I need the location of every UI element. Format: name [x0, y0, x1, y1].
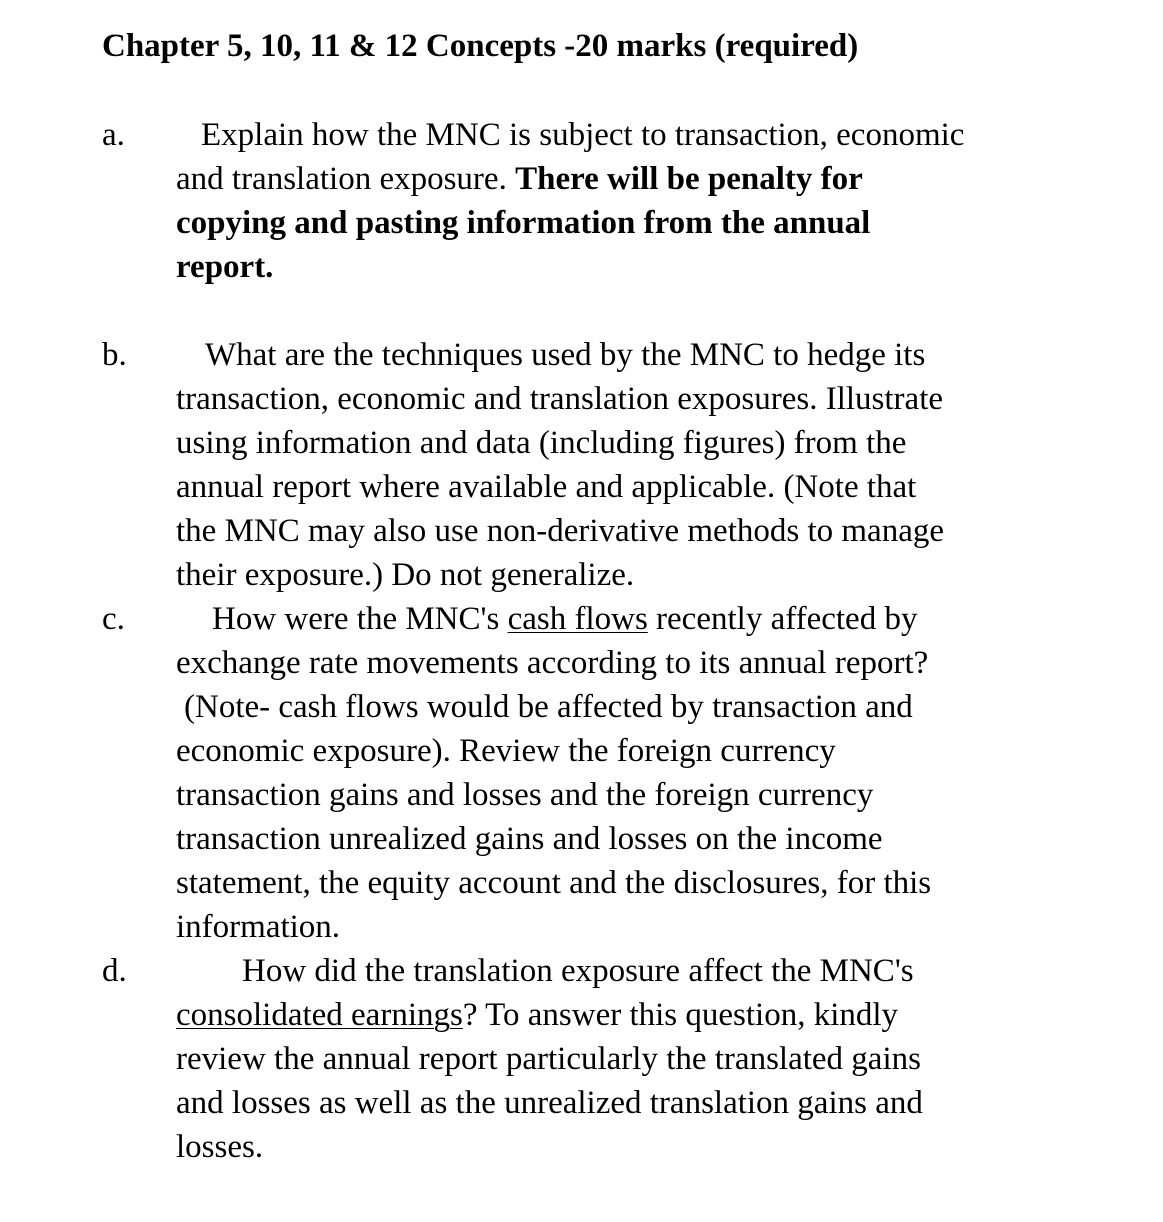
text-run: transaction gains and losses and the foreign currency [176, 777, 874, 813]
text-run: losses. [176, 1129, 264, 1165]
text-run: How did the translation exposure affect the MNC's [242, 953, 914, 989]
question-line [176, 641, 1136, 685]
question-line [176, 333, 1136, 377]
question-line [176, 553, 1136, 597]
text-run: How were the MNC's [212, 601, 508, 637]
text-run: Explain how the MNC is subject to transaction, economic [201, 117, 965, 153]
question-line [176, 597, 1136, 641]
question-line [176, 729, 1136, 773]
question-line [176, 993, 1136, 1037]
question-line [176, 685, 1136, 729]
text-run: recently affected by [647, 601, 918, 637]
question-marker: b. [102, 337, 127, 373]
text-run: transaction unrealized gains and losses on the income [176, 821, 883, 857]
question-line [176, 509, 1136, 553]
question-line [176, 1037, 1136, 1081]
penalty-warning [176, 201, 1136, 245]
question-line [176, 773, 1136, 817]
question-line [176, 817, 1136, 861]
penalty-warning [176, 245, 1136, 289]
question-marker: d. [102, 953, 127, 989]
question-marker: c. [102, 601, 125, 637]
question-line [176, 1125, 1136, 1169]
question-line [176, 905, 1136, 949]
text-run: ? To answer this question, kindly [462, 997, 899, 1033]
question-line [176, 377, 1136, 421]
question-marker: a. [102, 117, 125, 153]
text-run: the MNC may also use non-derivative methods to manage [176, 513, 944, 549]
question-line [176, 1081, 1136, 1125]
question-text [176, 333, 1136, 597]
question-line [176, 465, 1136, 509]
text-run: exchange rate movements according to its annual report? [176, 645, 929, 681]
text-run: and translation exposure. [176, 161, 516, 197]
text-run: transaction, economic and translation exposures. Illustrate [176, 381, 944, 417]
text-run: economic exposure). Review the foreign currency [176, 733, 836, 769]
question-text [176, 597, 1136, 949]
text-run: information. [176, 909, 341, 945]
question-text [176, 113, 1136, 289]
question-line [176, 113, 1136, 157]
text-run: statement, the equity account and the disclosures, for this [176, 865, 932, 901]
question-line [176, 157, 1136, 201]
text-run: and losses as well as the unrealized translation gains and [176, 1085, 923, 1121]
question-line [176, 861, 1136, 905]
text-run: their exposure.) Do not generalize. [176, 557, 635, 593]
text-run: (Note- cash flows would be affected by transaction and [184, 689, 913, 725]
penalty-warning: There will be penalty for [515, 161, 863, 197]
text-run: review the annual report particularly the translated gains [176, 1041, 921, 1077]
cash-flows-term: cash flows [507, 601, 648, 637]
text-run: report. [176, 249, 274, 285]
question-line [176, 421, 1136, 465]
text-run: annual report where available and applicable. (Note that [176, 469, 917, 505]
text-run: copying and pasting information from the annual [176, 205, 871, 241]
text-run: using information and data (including figures) from the [176, 425, 907, 461]
consolidated-earnings-term: consolidated earnings [176, 997, 463, 1033]
page-title: Chapter 5, 10, 11 & 12 Concepts -20 marks (required) [102, 28, 859, 64]
question-text [176, 949, 1136, 1169]
question-line [176, 949, 1136, 993]
text-run: What are the techniques used by the MNC to hedge its [205, 337, 926, 373]
